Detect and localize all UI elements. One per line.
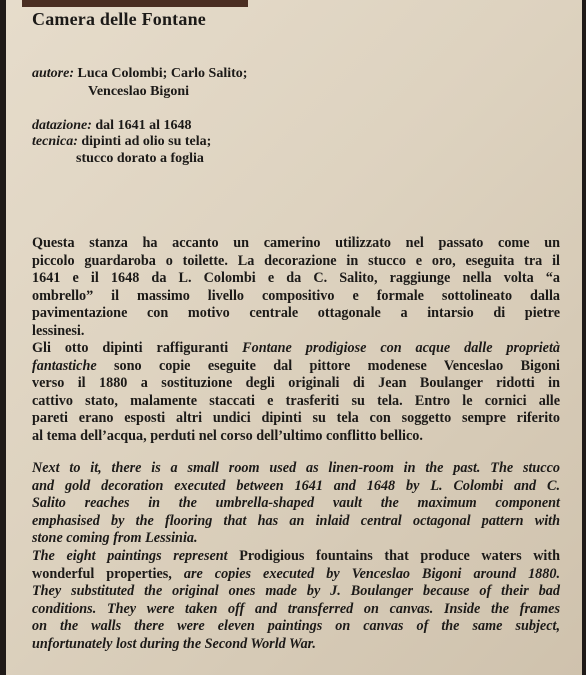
english-paragraph-2 [32, 548, 560, 653]
author-label: autore: [32, 66, 74, 81]
text-line: piccolo guardaroba o toilette. La decorazione in stucco e oro, eseguita tra il [32, 252, 560, 269]
information-panel [6, 0, 582, 675]
text-line: Next to it, there is a small room used as linen-room in the past. The stucco [32, 460, 560, 476]
text-line: They substituted the original ones made by J. Boulanger because of their bad [32, 583, 560, 599]
text-line: lessinesi. [32, 322, 85, 339]
author-line [32, 66, 247, 82]
english-paragraph-1 [32, 460, 560, 548]
title-color-band [22, 0, 248, 7]
text-line: and gold decoration executed between 1641 and 1648 by L. Colombi and C. [32, 477, 560, 494]
text-line: pareti erano esposti altri undici dipinti su tela con soggetto sempre riferito [32, 410, 560, 426]
author-line-2: Venceslao Bigoni [88, 84, 189, 99]
date-label: datazione: [32, 118, 92, 133]
text-line: emphasised by the flooring that has an inlaid central octagonal pattern with [32, 512, 560, 529]
text-line: The eight paintings represent Prodigious fountains that produce waters with [32, 548, 560, 564]
text-line: verso il 1880 a sostituzione degli originali di Jean Boulanger ridotti in [32, 375, 560, 391]
author-names-1: Luca Colombi; Carlo Salito; [77, 66, 248, 81]
text-line: Salito reaches in the umbrella-shaped vault the maximum component [32, 495, 560, 511]
technique-line [32, 134, 211, 150]
text-line: conditions. They were taken off and transferred on canvas. Inside the frames [32, 600, 560, 617]
italian-paragraph-1 [32, 235, 560, 340]
text-line: Questa stanza ha accanto un camerino utilizzato nel passato come un [32, 235, 560, 251]
text-line: al tema dell’acqua, perduti nel corso dell’ultimo conflitto bellico. [32, 427, 423, 444]
technique-value-1: dipinti ad olio su tela; [81, 134, 212, 149]
text-line: Gli otto dipinti raffiguranti Fontane prodigiose con acque dalle proprietà [32, 340, 561, 356]
text-line: cattivo stato, malamente staccati e trasferiti su tela. Entro le cornici alle [32, 392, 560, 409]
text-line: fantastiche sono copie eseguite dal pittore modenese Venceslao Bigoni [32, 357, 560, 374]
text-line: pavimentazione con motivo centrale ottagonale a intarsio di pietre [32, 305, 560, 321]
text-line: on the walls there were eleven paintings on canvas of the same subject, [32, 618, 560, 634]
room-title: Camera delle Fontane [32, 9, 206, 29]
text-line: ombrello” il massimo livello compositivo e formale sottolineato dalla [32, 287, 560, 304]
text-line: wonderful properties, are copies executed by Venceslao Bigoni around 1880. [32, 565, 561, 582]
date-line [32, 118, 191, 134]
technique-line-2: stucco dorato a foglia [76, 151, 204, 166]
text-line: unfortunately lost during the Second World War. [32, 635, 316, 652]
italian-paragraph-2 [32, 340, 560, 445]
text-line: 1641 e il 1648 da L. Colombi e da C. Salito, raggiunge nella volta “a [32, 270, 560, 286]
date-value: dal 1641 al 1648 [95, 118, 192, 133]
text-line: stone coming from Lessinia. [32, 530, 198, 546]
technique-label: tecnica: [32, 134, 78, 149]
